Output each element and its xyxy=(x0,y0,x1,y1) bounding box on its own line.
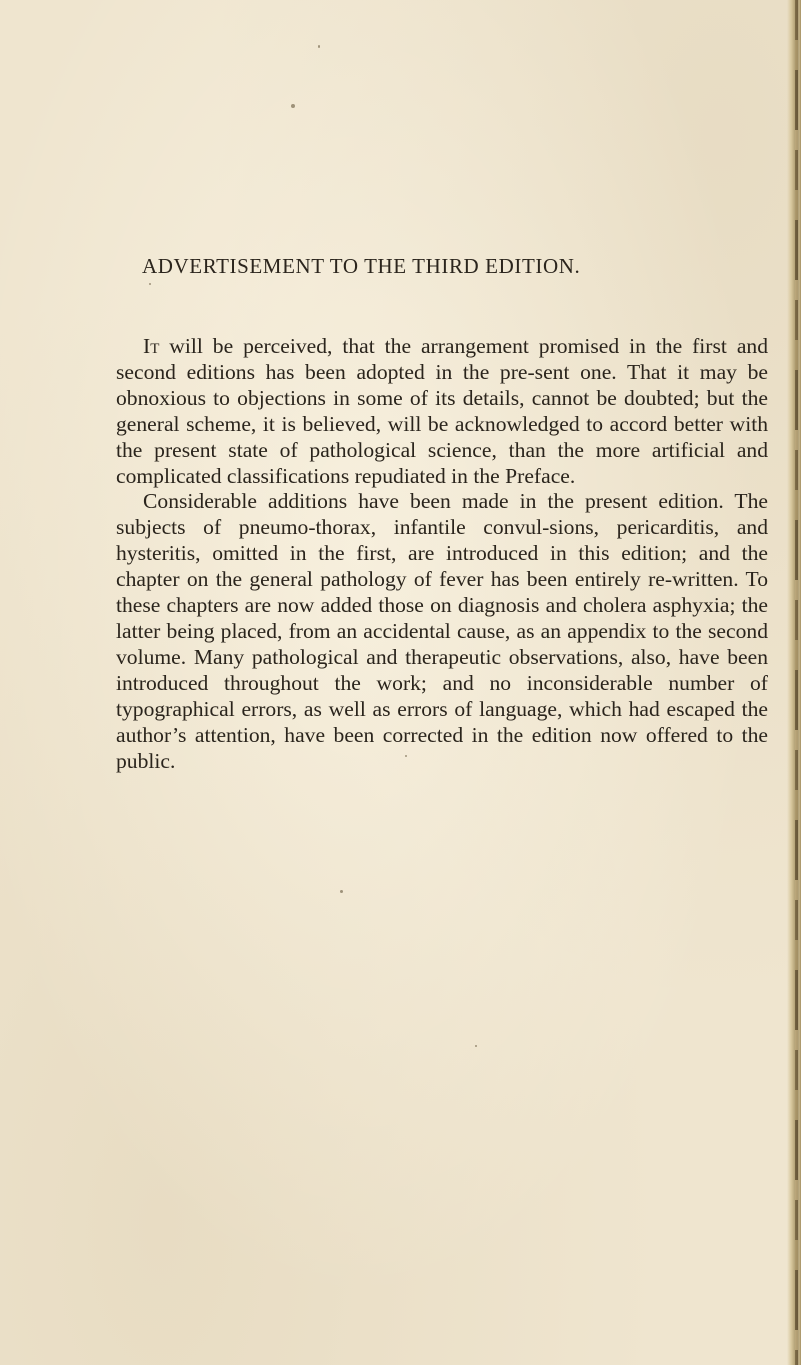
ink-speck xyxy=(149,283,151,285)
paragraph-text: Considerable additions have been made in the present edition. The subjects of pneumo-thorax, infantile convul-sions, pericarditis, and hysteritis, omitted in the first, are introduced in this edition; and the chapter on the general pathology of fever has been entirely re-written. To these chapters are now added those on diagnosis and cholera asphyxia; the latter being placed, from an accidental cause, as an appendix to the second volume. Many pathological and therapeutic observations, also, have been introduced throughout the work; and no inconsiderable number of typographical errors, as well as errors of language, which had escaped the author’s attention, have been corrected in the edition now offered to the public. xyxy=(116,489,768,773)
ink-speck xyxy=(340,890,343,893)
page-edge xyxy=(787,0,801,1365)
ink-speck xyxy=(475,1045,477,1047)
paragraph xyxy=(116,489,768,774)
body-text xyxy=(116,334,768,774)
paragraph-lead: It xyxy=(143,334,160,358)
ink-speck xyxy=(318,45,320,48)
ink-speck xyxy=(291,104,295,108)
paragraph xyxy=(116,334,768,489)
page-heading: ADVERTISEMENT TO THE THIRD EDITION. xyxy=(142,254,581,278)
paragraph-text: will be perceived, that the arrangement promised in the first and second editions has been adopted in the pre-sent one. That it may be obnoxious to objections in some of its details, cannot be doubted; but the general scheme, it is believed, will be acknowledged to accord better with the present state of pathological science, than the more artificial and complicated classifications repudiated in the Preface. xyxy=(116,334,768,488)
